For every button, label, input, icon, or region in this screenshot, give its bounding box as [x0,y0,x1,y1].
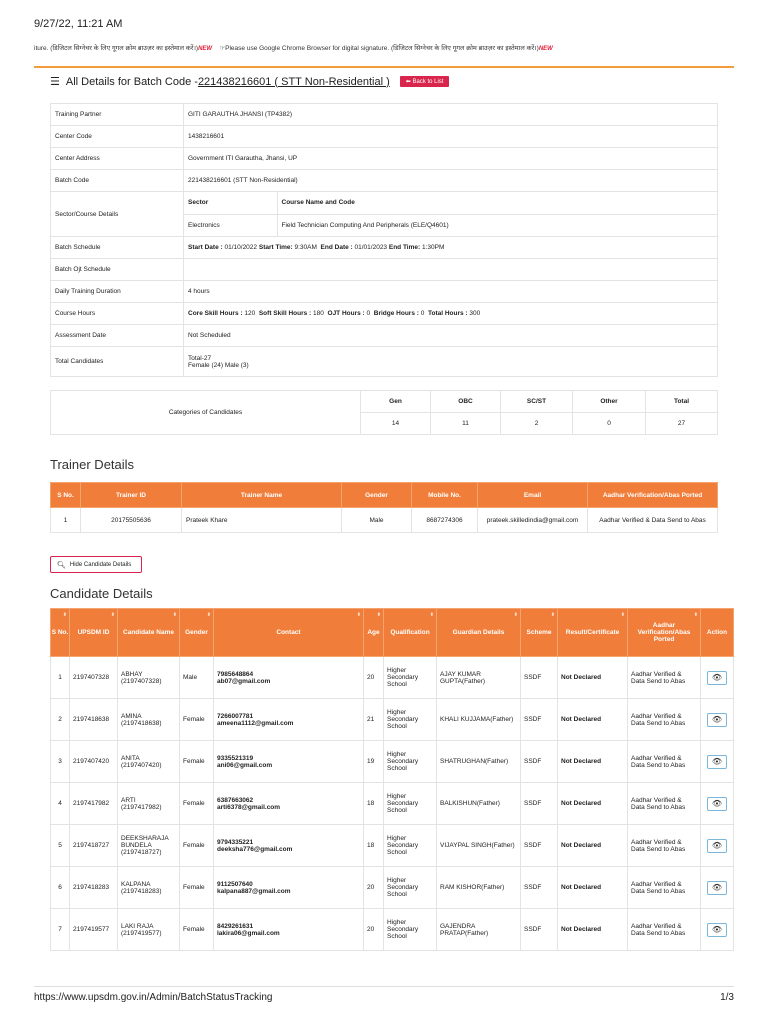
header-divider [34,66,734,68]
aadhar-cell: Aadhar Verified & Data Send to Abas [628,699,701,741]
action-cell [701,867,734,909]
candidate-details-title: Candidate Details [50,586,153,601]
table-row [51,909,734,951]
view-eye-icon[interactable]: 👁︎ [707,755,727,769]
guardian-cell: SHATRUGHAN(Father) [437,741,521,783]
name-cell: KALPANA (2197418283) [118,867,180,909]
label: Sector/Course Details [51,192,184,237]
label: Center Address [51,148,184,170]
sno-cell: 4 [51,783,70,825]
col-header[interactable]: ⬍ Age [364,609,384,657]
result-cell: Not Declared [558,699,628,741]
guardian-cell: AJAY KUMAR GUPTA(Father) [437,657,521,699]
view-eye-icon[interactable]: 👁︎ [707,881,727,895]
batch-details-table [50,103,718,377]
col-header: S No. [51,483,81,508]
categories-label: Categories of Candidates [51,391,361,435]
course-hours: Core Skill Hours : 120 Soft Skill Hours : 180 OJT Hours : 0 Bridge Hours : 0 Total Hours : 300 [184,303,718,325]
col-header[interactable]: ⬍ Contact [214,609,364,657]
back-to-list-button[interactable]: ⬅ Back to List [400,76,450,87]
view-eye-icon[interactable]: 👁︎ [707,839,727,853]
name-cell: ANITA (2197407420) [118,741,180,783]
gender-cell: Female [180,909,214,951]
age-cell: 21 [364,699,384,741]
hide-candidate-details-button[interactable] [50,556,142,573]
result-cell: Not Declared [558,867,628,909]
col-header[interactable]: ⬍ Candidate Name [118,609,180,657]
guardian-cell: GAJENDRA PRATAP(Father) [437,909,521,951]
table-row [51,867,734,909]
gender-cell: Female [180,825,214,867]
action-cell [701,909,734,951]
aadhar-cell: Aadhar Verified & Data Send to Abas [628,741,701,783]
sno-cell: 3 [51,741,70,783]
footer-url: https://www.upsdm.gov.in/Admin/BatchStatusTracking [34,992,273,1003]
new-badge: NEW [538,46,553,52]
page-number: 1/3 [720,992,734,1003]
table-row [51,825,734,867]
name-cell: DEEKSHARAJA BUNDELA (2197418727) [118,825,180,867]
cat-value: 0 [573,413,646,435]
col-header[interactable]: ⬍ UPSDM ID [70,609,118,657]
name-cell: LAKI RAJA (2197419577) [118,909,180,951]
qualification-cell: Higher Secondary School [384,867,437,909]
daily-duration: 4 hours [184,281,718,303]
aadhar-cell: Aadhar Verified & Data Send to Abas [628,867,701,909]
age-cell: 18 [364,825,384,867]
candidate-table [50,608,734,951]
col-header[interactable]: ⬍ Guardian Details [437,609,521,657]
gender-cell: Male [180,657,214,699]
footer-divider [34,986,734,987]
upsdm-id-cell: 2197418727 [70,825,118,867]
qualification-cell: Higher Secondary School [384,825,437,867]
scheme-cell: SSDF [521,867,558,909]
sno-cell: 7 [51,909,70,951]
upsdm-id-cell: 2197419577 [70,909,118,951]
table-row [51,657,734,699]
label: Center Code [51,126,184,148]
view-eye-icon[interactable]: 👁︎ [707,797,727,811]
batch-ojt-schedule [184,259,718,281]
trainer-details-title: Trainer Details [50,457,135,472]
gender-cell: Female [180,783,214,825]
label: Batch Code [51,170,184,192]
age-cell: 19 [364,741,384,783]
scheme-cell: SSDF [521,783,558,825]
notice-text-2: ☞Please use Google Chrome Browser for digital signature. (डिजिटल सिग्नेचर के लिए गूगल क्रोम ब्राउज़र का इस्तेमाल करें।) [219,45,539,52]
guardian-cell: VIJAYPAL SINGH(Father) [437,825,521,867]
aadhar-cell: Aadhar Verified & Data Send to Abas [628,657,701,699]
cat-value: 27 [646,413,718,435]
assessment-date: Not Scheduled [184,325,718,347]
contact-cell: 6387663062 arti6378@gmail.com [214,783,364,825]
batch-code-link[interactable]: 221438216601 ( STT Non-Residential ) [197,75,390,88]
view-eye-icon[interactable]: 👁︎ [707,671,727,685]
col-header: Trainer Name [182,483,342,508]
scheme-cell: SSDF [521,657,558,699]
action-cell [701,699,734,741]
cat-header: SC/ST [526,398,547,405]
page-title [50,75,449,88]
qualification-cell: Higher Secondary School [384,783,437,825]
cat-header: Other [600,398,618,405]
col-header: Gender [342,483,412,508]
sno-cell: 2 [51,699,70,741]
gender-cell: Female [180,867,214,909]
sno-cell: 1 [51,657,70,699]
result-cell: Not Declared [558,909,628,951]
table-row: 1 20175505636 Prateek Khare Male 8687274306 prateek.skilledindia@gmail.com Aadhar Verified & Data Send to Abas [51,508,718,533]
result-cell: Not Declared [558,657,628,699]
sector-value: Electronics [184,214,277,236]
col-header: Aadhar Verification/Abas Ported [588,483,718,508]
sector-course-table [184,192,717,236]
label: Total Candidates [51,347,184,377]
back-label: Back to List [412,79,444,85]
contact-cell: 7266007781 ameena1112@gmail.com [214,699,364,741]
center-code: 1438216601 [184,126,718,148]
col-header: Action [701,609,734,657]
col-header[interactable]: ⬍ Result/Certificate [558,609,628,657]
scheme-cell: SSDF [521,909,558,951]
batch-code: 221438216601 (STT Non-Residential) [184,170,718,192]
trainer-table [50,482,718,533]
name-cell: ABHAY (2197407328) [118,657,180,699]
result-cell: Not Declared [558,741,628,783]
result-cell: Not Declared [558,825,628,867]
new-badge: NEW [198,46,213,52]
action-cell [701,741,734,783]
cat-value: 14 [361,413,431,435]
center-address: Government ITI Garautha, Jhansi, UP [184,148,718,170]
age-cell: 18 [364,783,384,825]
contact-cell: 9335521319 ani06@gmail.com [214,741,364,783]
qualification-cell: Higher Secondary School [384,699,437,741]
name-cell: ARTI (2197417982) [118,783,180,825]
scheme-cell: SSDF [521,699,558,741]
sno-cell: 6 [51,867,70,909]
table-row [51,699,734,741]
notice-text-1: iture. (डिजिटल सिग्नेचर के लिए गूगल क्रोम ब्राउज़र का इस्तेमाल करें।) [34,45,199,52]
menu-icon: ☰ [50,76,60,88]
action-cell [701,783,734,825]
cat-value: 2 [501,413,573,435]
name-cell: AMINA (2197418638) [118,699,180,741]
hide-button-label: Hide Candidate Details [69,561,132,568]
guardian-cell: KHALI KUJJAMA(Father) [437,699,521,741]
contact-cell: 9112507640 kalpana887@gmail.com [214,867,364,909]
action-cell [701,657,734,699]
training-partner: GITI GARAUTHA JHANSI (TP4382) [184,104,718,126]
cat-header: Total [673,398,690,405]
qualification-cell: Higher Secondary School [384,909,437,951]
course-header: Course Name and Code [281,199,355,207]
aadhar-cell: Aadhar Verified & Data Send to Abas [628,783,701,825]
age-cell: 20 [364,909,384,951]
label: Course Hours [51,303,184,325]
sno-cell: 5 [51,825,70,867]
categories-table [50,390,718,435]
sector-header: Sector [188,199,209,207]
age-cell: 20 [364,867,384,909]
cat-header: OBC [458,398,473,405]
total-candidates: Total-27 Female (24) Male (3) [184,347,718,377]
qualification-cell: Higher Secondary School [384,657,437,699]
col-header[interactable]: ⬍ Gender [180,609,214,657]
guardian-cell: BALKISHUN(Father) [437,783,521,825]
col-header: Email [478,483,588,508]
col-header: Trainer ID [81,483,182,508]
col-header[interactable]: ⬍ S No. [51,609,70,657]
upsdm-id-cell: 2197407328 [70,657,118,699]
upsdm-id-cell: 2197418638 [70,699,118,741]
scheme-cell: SSDF [521,825,558,867]
col-header[interactable]: ⬍ Aadhar Verification/Abas Ported [628,609,701,657]
label: Daily Training Duration [51,281,184,303]
age-cell: 20 [364,657,384,699]
contact-cell: 9794335221 deeksha776@gmail.com [214,825,364,867]
course-value: Field Technician Computing And Peripherals (ELE/Q4601) [277,214,717,236]
batch-schedule: Start Date : 01/10/2022 Start Time: 9:30AM End Date : 01/01/2023 End Time: 1:30PM [184,237,718,259]
label: Assessment Date [51,325,184,347]
label: Batch Ojt Schedule [51,259,184,281]
label: Training Partner [51,104,184,126]
title-prefix: All Details for Batch Code - [65,75,198,88]
contact-cell: 8429261631 lakira06@gmail.com [214,909,364,951]
col-header[interactable]: ⬍ Qualification [384,609,437,657]
contact-cell: 7985648864 ab07@gmail.com [214,657,364,699]
upsdm-id-cell: 2197418283 [70,867,118,909]
table-row [51,741,734,783]
print-date: 9/27/22, 11:21 AM [34,18,123,30]
search-icon: 🔍︎ [57,561,66,569]
aadhar-cell: Aadhar Verified & Data Send to Abas [628,825,701,867]
label: Batch Schedule [51,237,184,259]
col-header: Mobile No. [412,483,478,508]
table-row [51,783,734,825]
upsdm-id-cell: 2197417982 [70,783,118,825]
qualification-cell: Higher Secondary School [384,741,437,783]
cat-header: Gen [389,398,402,405]
view-eye-icon[interactable]: 👁︎ [707,923,727,937]
scheme-cell: SSDF [521,741,558,783]
action-cell [701,825,734,867]
result-cell: Not Declared [558,783,628,825]
notice-marquee [34,43,734,52]
gender-cell: Female [180,741,214,783]
cat-value: 11 [431,413,501,435]
guardian-cell: RAM KISHOR(Father) [437,867,521,909]
upsdm-id-cell: 2197407420 [70,741,118,783]
view-eye-icon[interactable]: 👁︎ [707,713,727,727]
col-header[interactable]: ⬍ Scheme [521,609,558,657]
aadhar-cell: Aadhar Verified & Data Send to Abas [628,909,701,951]
gender-cell: Female [180,699,214,741]
